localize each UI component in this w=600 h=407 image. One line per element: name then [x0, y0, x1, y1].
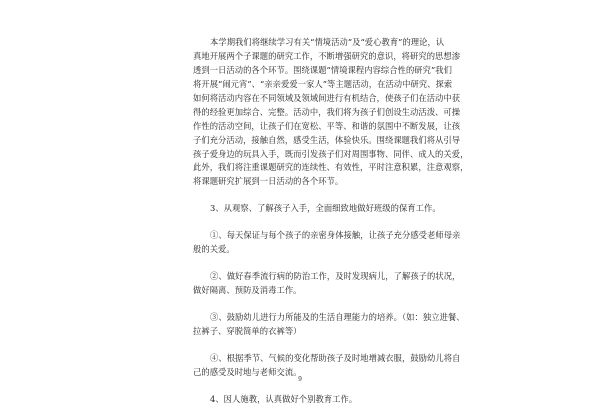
text-line: 真地开展两个子课题的研究工作，不断增强研究的意识，将研究的思想渗 — [193, 50, 461, 61]
paragraph-gap — [193, 257, 423, 270]
text-line: 本学期我们将继续学习有关“情境活动”及“爱心教育”的理论，认 — [210, 37, 445, 47]
text-line: 此外，我们将注重课题研究的连续性、有效性，平时注意积累，注意观察， — [193, 162, 469, 173]
text-line: 如何将活动内容在不同领域及领域间进行有机结合，使孩子们在活动中获 — [193, 92, 461, 103]
text-line: ②、做好春季流行病的防治工作，及时发现病儿，了解孩子的状况， — [210, 271, 461, 282]
text-line: 作性的活动空间，让孩子们在宽松、平等、和谐的氛围中不断发展，让孩 — [193, 120, 461, 131]
text-line: ③、鼓励幼儿进行力所能及的生活自理能力的培养。（如：独立进餐、 — [210, 312, 465, 322]
paragraph-1 — [193, 36, 469, 189]
text-line: 己的感受及时地与老师交流。 — [193, 366, 302, 377]
text-line: 4、因人施教，认真做好个别教育工作。 — [210, 393, 358, 404]
text-line: 得的经验更加综合、完整。活动中，我们将为孩子们创设生动活泼、可操 — [193, 106, 461, 117]
text-line: 拉裤子、穿脱简单的衣裤等） — [193, 325, 302, 336]
text-line: 3、从观察、了解孩子入手，全面细致地做好班级的保育工作。 — [210, 203, 441, 214]
text-line: ①、每天保证与每个孩子的亲密身体接触，让孩子充分感受老师母亲 — [210, 230, 461, 241]
item-3-1 — [193, 229, 461, 257]
item-3-heading — [193, 202, 441, 216]
item-3-3 — [193, 311, 465, 339]
paragraph-gap — [193, 216, 423, 229]
text-line: 般的关爱。 — [193, 244, 235, 255]
text-line: 子们充分活动，接触自然，感受生活，体验快乐。围绕课题我们将从引导 — [193, 134, 461, 145]
text-line: 透到一日活动的各个环节。围绕课题“情境课程内容综合性的研究”我们 — [193, 64, 452, 75]
text-line: 孩子爱身边的玩具入手，既而引发孩子们对周围事物、同伴、成人的关爱， — [193, 148, 469, 159]
document-body — [193, 36, 469, 407]
paragraph-gap — [193, 298, 423, 311]
paragraph-gap — [193, 189, 423, 202]
text-line: 做好隔离、预防及消毒工作。 — [193, 285, 302, 296]
page-number: 9 — [298, 376, 302, 383]
text-line: 将课题研究扩展到一日活动的各个环节。 — [193, 176, 344, 187]
paragraph-gap — [193, 339, 423, 352]
item-3-2 — [193, 270, 461, 298]
text-line: ④、根据季节、气候的变化帮助孩子及时地增减衣服，鼓励幼儿将自 — [210, 352, 461, 363]
text-line: 将开展“闹元宵”、“亲亲爱爱一家人”等主题活动，在活动中研究、探索 — [193, 78, 453, 89]
